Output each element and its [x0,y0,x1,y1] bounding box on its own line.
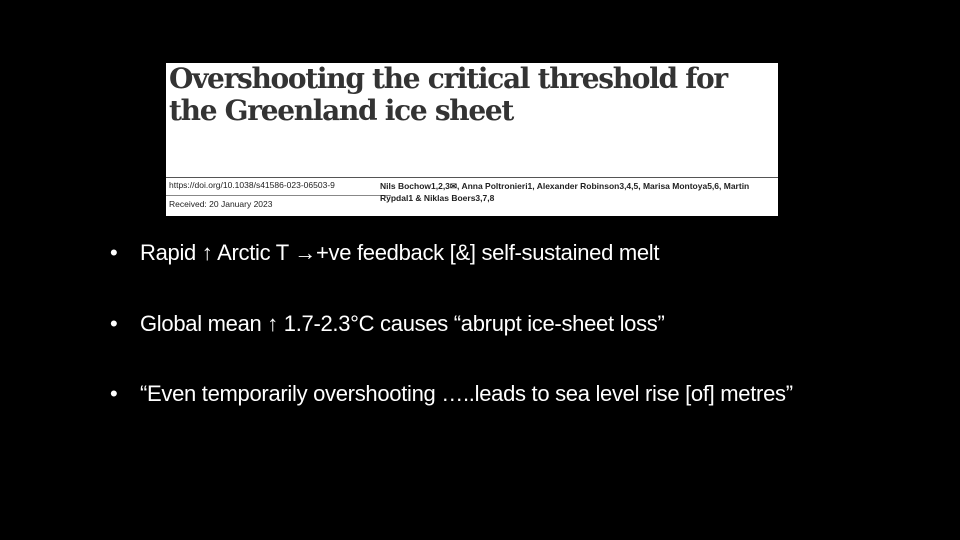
bullet-text: “Even temporarily overshooting …..leads to sea level rise [of] metres” [140,381,793,406]
paper-title: Overshooting the critical threshold for the Greenland ice sheet [169,63,727,127]
paper-received-date: Received: 20 January 2023 [169,199,273,209]
paper-authors: Nils Bochow1,2,3✉, Anna Poltronieri1, Alexander Robinson3,4,5, Marisa Montoya5,6, Martin Rypdal1 & Niklas Boers3,7,8 [380,181,750,203]
bullet-item [110,312,850,336]
paper-doi: https://doi.org/10.1038/s41586-023-06503-9 [169,180,335,190]
bullet-text: Rapid ↑ Arctic T →+ve feedback [&] self-sustained melt [140,240,660,265]
bullet-list [110,238,850,406]
bullet-item [110,241,850,265]
divider [166,177,778,178]
bullet-marker: • [110,381,118,406]
divider [166,195,391,196]
bullet-item [110,382,850,406]
bullet-marker: • [110,240,118,265]
bullet-marker: • [110,311,118,336]
bullet-text: Global mean ↑ 1.7-2.3°C causes “abrupt ice-sheet loss” [140,311,665,336]
paper-header-image [166,63,778,216]
